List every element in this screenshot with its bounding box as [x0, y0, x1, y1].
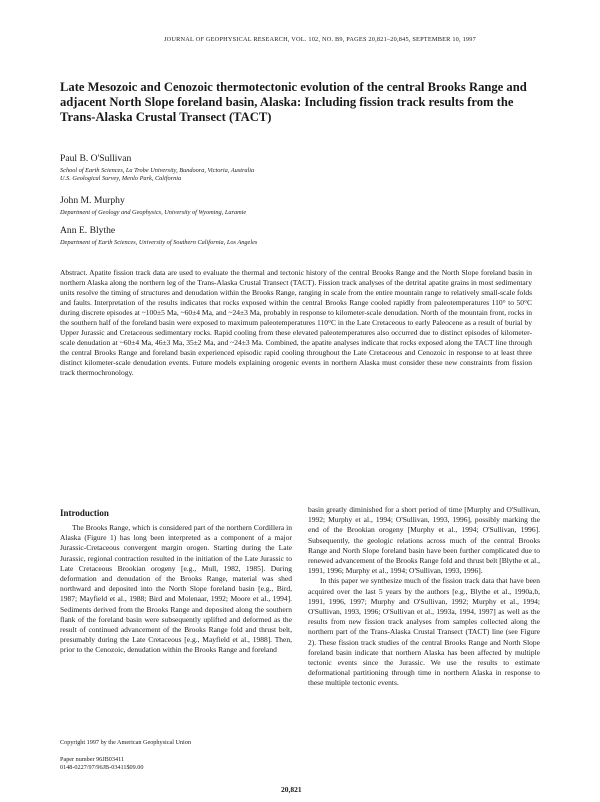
- issn: 0148-0227/97/96JB-03411$09.00: [60, 764, 144, 771]
- paragraph: In this paper we synthesize much of the fission track data that have been acquired over the last 5 years by the authors [e.g., Blythe et al., 1990a,b, 1991, 1996, 1997; Murphy and O'Sullivan, 1992; Murphy et al., 1994; O'Sullivan, 1993, 1996; O'Sullivan et al., 1993a, 1994, 1997] as well as the results from new fission track analyses from samples collected along the northern part of the Trans-Alaska Crustal Transect (TACT) line (see Figure 2). These fission track studies of the central Brooks Range and North Slope foreland basin indicate that northern Alaska has been affected by multiple tectonic events since the Jurassic. We use the results to estimate deformational partitioning through time in northern Alaska in response to these multiple tectonic events.: [308, 576, 540, 688]
- author-affiliation: Department of Geology and Geophysics, University of Wyoming, Laramie: [60, 209, 247, 216]
- abstract: [60, 268, 532, 378]
- paragraph: The Brooks Range, which is considered part of the northern Cordillera in Alaska (Figure 1) has long been interpreted as a component of a major Jurassic-Cretaceous convergent margin orogen. Starting during the Late Jurassic, regional contraction resulted in the initiation of the Late Jurassic to Late Cretaceous Brookian orogeny [e.g., Mull, 1982, 1985]. During deformation and denudation of the Brooks Range, material was shed northward and deposited into the North Slope foreland basin [e.g., Bird, 1987; Mayfield et al., 1988; Bird and Molenaar, 1992; Moore et al., 1994]. Sediments derived from the Brooks Range and deposited along the southern flank of the foreland basin were subsequently uplifted and deformed as the result of continued advancement of the Brooks Range fold and thrust belt, presumably during the Late Cretaceous [e.g., Mayfield et al., 1988]. Then, prior to the Cenozoic, denudation within the Brooks Range and foreland: [60, 523, 292, 655]
- author-affiliation: Department of Earth Sciences, University of Southern California, Los Angeles: [60, 239, 258, 246]
- paper-title: Late Mesozoic and Cenozoic thermotectonic evolution of the central Brooks Range and adjacent North Slope foreland basin, Alaska: Including fission track results from the Trans-Alaska Crustal Transect (TACT): [60, 80, 527, 124]
- author-name: John M. Murphy: [60, 195, 125, 206]
- right-column: [308, 505, 540, 689]
- paragraph: basin greatly diminished for a short period of time [Murphy and O'Sullivan, 1992; Murphy et al., 1994; O'Sullivan, 1993, 1996], possibly marking the end of the Brookian orogeny [Murphy et al., 1994; O'Sullivan, 1996]. Subsequently, the geologic relations across much of the central Brooks Range and North Slope foreland basin have been further complicated due to renewed advancement of the Brooks Range fold and thrust belt [Blythe et al., 1991, 1996; Murphy et al., 1994; O'Sullivan, 1993, 1996].: [308, 505, 541, 576]
- paper-number: Paper number 96JB03411: [60, 756, 125, 763]
- abstract-label: Abstract.: [60, 268, 88, 277]
- author-name: Ann E. Blythe: [60, 225, 116, 236]
- running-head: JOURNAL OF GEOPHYSICAL RESEARCH, VOL. 102, NO. B9, PAGES 20,821–20,845, SEPTEMBER 10, 1997: [164, 36, 476, 43]
- page-number: 20,821: [281, 785, 302, 794]
- copyright: Copyright 1997 by the American Geophysical Union: [60, 739, 191, 746]
- author-name: Paul B. O'Sullivan: [60, 153, 132, 164]
- author-affiliation: School of Earth Sciences, La Trobe University, Bundoora, Victoria, Australia U.S. Geological Survey, Menlo Park, California: [60, 167, 255, 182]
- left-column: [60, 523, 292, 656]
- section-heading: Introduction: [60, 508, 109, 518]
- abstract-text: Apatite fission track data are used to evaluate the thermal and tectonic history of the central Brooks Range and the North Slope foreland basin in northern Alaska along the northern leg of the Trans-Alaska Crustal Transect (TACT). Fission track analyses of the detrital apatite grains in most sedimentary units resolve the timing of structures and denudation within the Brooks Range, ranging in scale from the entire mountain range to relatively small-scale folds and faults. Interpretation of the results indicates that rocks exposed within the central Brooks Range cooled rapidly from paleotemperatures 110° to 50°C during discrete episodes at ~100±5 Ma, ~60±4 Ma, and ~24±3 Ma, probably in response to kilometer-scale denudation. North of the mountain front, rocks in the southern half of the foreland basin were exposed to maximum paleotemperatures 110°C in the Late Cretaceous to early Paleocene as a result of burial by Upper Jurassic and Cretaceous sedimentary rocks. Rapid cooling from these elevated paleotemperatures also occurred due to distinct episodes of kilometer-scale denudation at ~60±4 Ma, 46±3 Ma, 35±2 Ma, and ~24±3 Ma. Combined, the apatite analyses indicate that rocks exposed along the TACT line through the central Brooks Range and foreland basin experienced episodic rapid cooling throughout the Late Cretaceous and Cenozoic in response to at least three distinct kilometer-scale denudation events. Future models explaining orogenic events in northern Alaska must consider these new constraints from fission track thermochronology.: [60, 268, 532, 377]
